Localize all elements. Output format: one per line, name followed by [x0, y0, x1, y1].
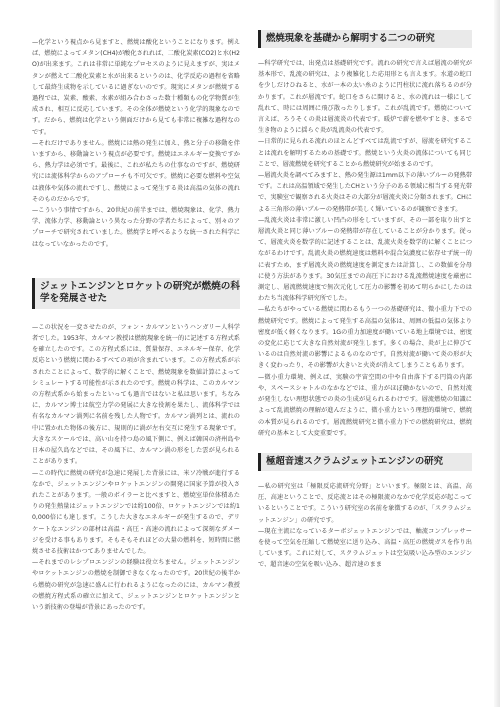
- paragraph: —この状況を一変させたのが、フォン・カルマンというハンガリー人科学者でした。1953年、カルマン教授は燃焼現象を統一的に記述する方程式系を確立したのです。この方程式系には、質量保存、エネルギー保存、化学反応という燃焼に関わるすべての項が含まれています。この方程式系が示されたことによって、数学的に解くことで、燃焼現象を数値計算によってシミュレートする可能性が示されたのです。燃焼の科学は、このカルマンの方程式系から始まったといっても過言ではないと私は思います。ちなみに、カルマン博士は航空力学の発展に大きな役割を果たし、流体科学では有名なカルマン渦列に名前を残した人物です。カルマン渦列とは、流れの中に置かれた物体の後方に、規則的に渦が左右交互に発生する現象です。大きなスケールでは、高い山を持つ島の風下側に、例えば韓国の済州島や日本の屋久島などでは、その風下に、カルマン渦の形をした雲が見られることがあります。: [32, 323, 240, 466]
- section-text: [32, 322, 240, 613]
- paragraph: —私の研究室は「極限反応流研究分野」といいます。極限とは、高温、高圧、高速ということで、反応流とはその極限流のなかで化学反応が起こっているということです。こういう研究室の名前を象徴するのが、「スクラムジェットエンジン」の研究です。: [258, 482, 472, 524]
- right-column: [258, 0, 472, 571]
- left-column: [32, 0, 240, 613]
- paragraph: —層流火炎を調べてみますと、熱の発生源は1mm以下の薄いブルーの発熱帯です。これは高温領域で発生したCHという分子のある領域に相当する発光帯で、実験室で観察される火炎はその大部分が層流火炎に分類されます。CHによる三角形の薄いブルーの発熱帯が美しく輝いているのが観察できます。: [258, 172, 472, 213]
- section-heading-jet-rocket: ジェットエンジンとロケットの研究が燃焼の科学を発展させた: [32, 278, 240, 309]
- page-edge-shadow: [494, 0, 500, 707]
- section-heading-basic-research: 燃焼現象を基礎から解明する二つの研究: [258, 30, 472, 48]
- paragraph: —科学研究では、出発点は基礎研究です。流れの研究で言えば層流の研究が基本形で、乱流の研究は、より複雑化した応用形とも言えます。水道の蛇口を少しだけひねると、水が一本の太い糸のように円柱状に流れ落ちるのが分かります。これが層流です。蛇口をさらに開けると、水の流れは一様にして乱れて、時には周囲に飛び散ったりします。これが乱流です。燃焼について言えば、ろうそくの炎は層流炎の代表です。暖炉で薪を燃やすとき、まるで生き物のように揺らぐ炎が乱流炎の代表です。: [258, 60, 472, 135]
- paragraph: —日常的に見られる流れのほとんどすべては乱流ですが、層流を研究することは流れを解明するための基礎です。燃焼という火炎の流体についても同じことで、層流燃焼を研究することから燃焼研究が始まるのです。: [258, 138, 472, 168]
- intro-text: [32, 37, 240, 250]
- paragraph: —それまでのレシプロエンジンの経験は役立ちません。ジェットエンジンやロケットエンジンの燃焼を制御できなくなったのです。20世紀の後半から燃焼の研究が急速に盛んに行われるようになったのには、カルマン教授の燃焼方程式系の確立に加えて、ジェットエンジンとロケットエンジンという新技術の登場が背景にあったのです。: [32, 559, 240, 611]
- section-text: [258, 58, 472, 439]
- paragraph: —こういう事情ですから、20世紀の前半までは、燃焼現象は、化学、熱力学、流体力学、移動論という異なった分野の学者たちによって、別々のアプローチで研究されていました。燃焼学と呼べるような統一された科学にはなっていなかったのです。: [32, 207, 240, 248]
- paragraph: —化学という視点から見ますと、燃焼は酸化ということになります。例えば、燃焼によってメタン(CH4)が酸化されれば、二酸化炭素(CO2)と水(H2O)が出来ます。これは非常に単純なプロセスのように見えますが、実はメタンが燃えて二酸化炭素と水が出来るというのは、化学反応の過程を省略して最終生成物を示しているに過ぎないのです。現実にメタンが燃焼する過程では、炭素、酸素、水素が組み合わさった数十種類もの化学物質が生成され、相互に反応しています。その全体が燃焼という化学的現象なのです。だから、燃焼は化学という側面だけから見ても非常に複雑な過程なのです。: [32, 39, 240, 136]
- paragraph: —微小重力環境、例えば、実験の宇宙空間の中や自由落下する円筒の内部や、スペースシャトルのなかなどでは、重力がほぼ働かないので、自然対流が発生しない理想状態での炎の生成が見られるわけです。層流燃焼の知識によって乱流燃焼の理解が進んだように、微小重力という理想的環境で、燃焼の本質が見られるのです。層流燃焼研究と微小重力下での燃焼研究は、燃焼研究の基本として大変重要です。: [258, 373, 472, 437]
- section-text: [258, 481, 472, 571]
- paragraph: —現在主流になっているターボジェットエンジンでは、軸流コンプレッサーを使って空気を圧縮して燃焼室に送り込み、高温・高圧の燃焼ガスを作り出しています。これに対して、スクラムジェットは空気吸い込み型のエンジンで、超音速の空気を吸い込み、超音速のまま: [258, 527, 472, 569]
- section-heading-scramjet: 極超音速スクラムジェットエンジンの研究: [258, 453, 472, 471]
- paragraph: —それだけでありません。燃焼には熱の発生に加え、熱と分子の移動を伴いますから、移動論という視点が必要です。燃焼はエネルギー変換ですから、熱力学は必須です。最後に、これが私たちの仕事なのですが、燃焼研究には流体科学からのアプローチも不可欠です。燃焼に必要な燃料や空気は液体や気体の流れですし、燃焼によって発生する炎は高温の気体の流れそのものだからです。: [32, 139, 240, 203]
- paragraph: —乱流火炎は非常に激しい凹凸の形をしていますが、その一部を取り出すと層流火炎と同じ薄いブルーの発熱帯が存在していることが分かります。従って、層流火炎を数学的に記述することは、乱流火炎を数学的に解くことにつながるわけです。乱流火炎の燃焼速度は燃料や混合気濃度に依存せず統一的に表すため、まず層流火炎の燃焼速度を測定または計算し、この数値を分母に使う方法があります。30気圧までの高圧下における乱流燃焼速度を厳密に測定し、層流燃焼速度で無次元化して圧力の影響を初めて明らかにしたのはわたち当流体科学研究所でした。: [258, 216, 472, 303]
- paragraph: —この時代に燃焼の研究が急速に発展した背景には、米ソ冷戦が進行するなかで、ジェットエンジンやロケットエンジンの開発に国家予算が投入されたことがあります。一般のボイラーと比べますと、燃焼室単位体積あたりの発生熱量はジェットエンジンでは約100倍、ロケットエンジンでは約10,000倍にも達します。こうした大きなエネルギーが発生するので、デリケートなエンジンの部材は高温・高圧・高速の流れによって深刻なダメージを受ける事もあります。そもそもそれほどの大量の燃料を、短時間に燃焼させる技術はかつてありませんでした。: [32, 469, 240, 555]
- paragraph: —私たちがやっている燃焼に関わるもう一つの基礎研究は、微小重力下での燃焼研究です。燃焼によって発生する高温の気体は、周囲の低温の気体より密度が低く軽くなります。1Gの重力加速度が働いている地上環境では、密度の変化に応じて大きな自然対流が発生します。多くの場合、炎が上に伸びているのは自然対流の影響によるものなのです。自然対流が働いて炎の形が大きく変わったり、その影響が大きいと火炎が消えてしまうこともあります。: [258, 306, 472, 370]
